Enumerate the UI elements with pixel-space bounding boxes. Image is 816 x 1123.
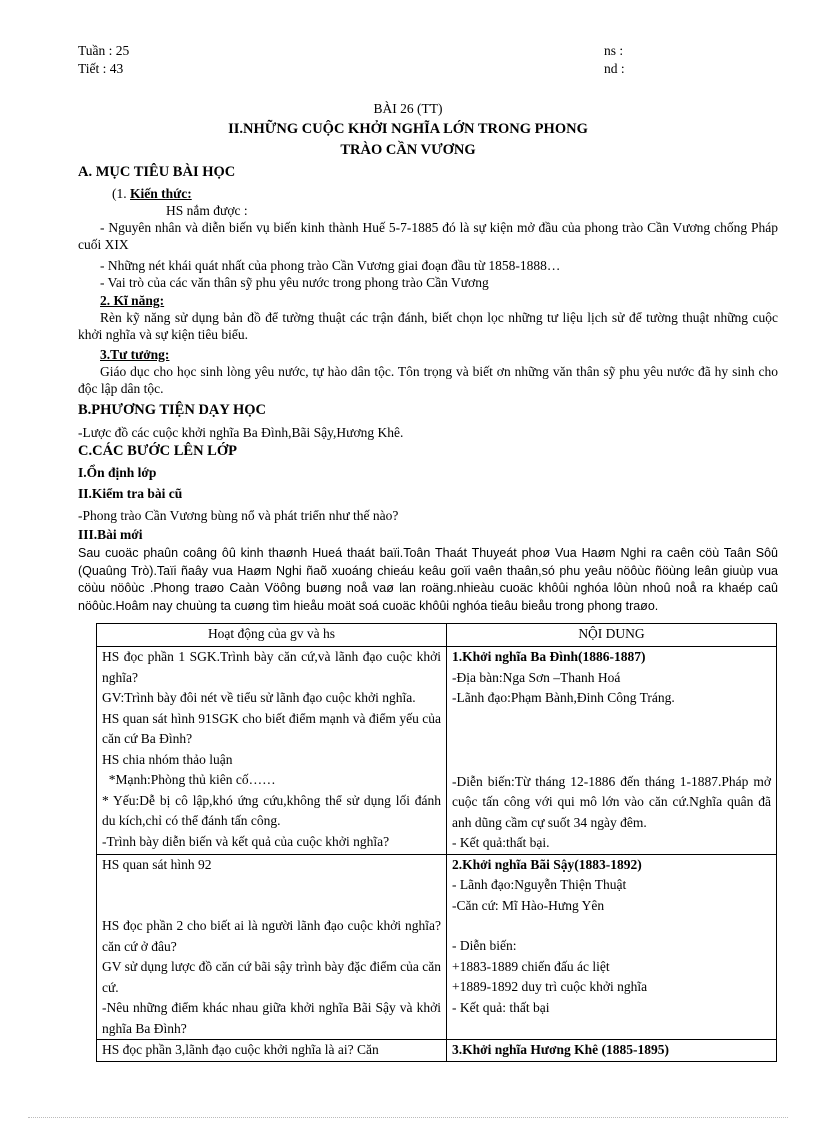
col-content-header: NỘI DUNG [447,624,777,647]
step-2: II.Kiểm tra bài cũ [78,486,183,501]
content-line: +1889-1892 duy trì cuộc khởi nghĩa [452,979,648,994]
content-line: - Lãnh đạo:Nguyễn Thiện Thuật [452,877,627,892]
activity-line: HS đọc phần 1 SGK.Trình bày căn cứ,và lãnh đạo cuộc khởi nghĩa? [102,649,441,685]
content-line: - Kết quả:thất bại. [452,835,550,850]
period-label: Tiết : 43 [78,61,124,76]
knowledge-point-3: - Vai trò của các văn thân sỹ phu yêu nước trong phong trào Cần Vương [100,275,489,290]
lesson-intro: Sau cuoäc phaûn coâng ôû kinh thaønh Hueá thaát baïi.Toân Thaát Thuyeát phoø Vua Haøm Nghi ra caên cöù Taân Sôû (Quaûng Trò).Taïi ñaây vua Haøm Nghi ñaõ xuoáng chieáu keâu goïi vaên thaân,só phu yeâu nöôùc ñöùng leân giuùp vua cöùu nöôùc .Phong traøo Caàn Vöông buøng noå vaø lan roäng.nhieàu cuoäc khôûi nghóa lôùn nhoû noå ra khaép caû nöôùc.Hoâm nay chuùng ta cuøng tìm hieåu moät soá cuoäc khôûi nghóa tieâu bieåu trong phong traøo. [78,546,778,613]
section-a-heading: A. MỤC TIÊU BÀI HỌC [78,164,236,180]
col-activity-header: Hoạt động của gv và hs [97,624,447,647]
table-row [97,1040,777,1062]
table-header-row [97,624,777,647]
activity-line: *Mạnh:Phòng thủ kiên cố…… [102,772,276,787]
knowledge-point-2: - Những nét khái quát nhất của phong trào Cần Vương giai đoạn đầu từ 1858-1888… [100,258,561,273]
skills-text: Rèn kỹ năng sử dụng bản đồ để tường thuật các trận đánh, biết chọn lọc những tư liệu lịch sử để tường thuật những cuộc khởi nghĩa và sự kiện tiêu biểu. [78,310,778,342]
lesson-title-line1: II.NHỮNG CUỘC KHỞI NGHĨA LỚN TRONG PHONG [228,121,588,137]
activity-line: HS đọc phần 2 cho biết ai là người lãnh đạo cuộc khởi nghĩa?căn cứ ở đâu? [102,918,441,954]
lesson-number: BÀI 26 (TT) [373,101,443,116]
thought-label: 3.Tư tưởng: [100,347,170,362]
nd-label: nd : [604,61,625,76]
section-b-heading: B.PHƯƠNG TIỆN DẠY HỌC [78,402,266,418]
skills-label: 2. Kĩ năng: [100,293,165,308]
step-3: III.Bài mới [78,527,143,542]
activity-line: -Nêu những điểm khác nhau giữa khởi nghĩa Bãi Sậy và khởi nghĩa Ba Đình? [102,1000,441,1036]
lesson-table [96,623,777,1062]
lesson-title-line2: TRÀO CẦN VƯƠNG [340,142,476,158]
content-cell-1 [447,647,777,855]
activity-cell-2 [97,854,447,1040]
spacer [452,709,771,772]
content-cell-3 [447,1040,777,1062]
spacer [102,875,441,916]
section-c-heading: C.CÁC BƯỚC LÊN LỚP [78,443,237,459]
knowledge-prefix: (1. [112,186,130,201]
week-label: Tuần : 25 [78,43,130,58]
knowledge-label: Kiến thức: [130,186,192,201]
content-line: - Kết quả: thất bại [452,999,550,1015]
activity-line: HS chia nhóm thảo luận [102,751,233,767]
activity-line: HS quan sát hình 92 [102,856,212,872]
activity-cell-1 [97,647,447,855]
step-1: I.Ổn định lớp [78,465,157,480]
activity-line: * Yếu:Dễ bị cô lập,khó ứng cứu,không thể sử dụng lối đánh du kích,chỉ có thể đánh tấn công. [102,792,441,828]
content-line: -Căn cứ: Mĩ Hào-Hưng Yên [452,897,605,913]
content-line: -Lãnh đạo:Phạm Bành,Đinh Công Tráng. [452,690,675,705]
content-line: - Diễn biến: [452,938,517,953]
section-b-text: -Lược đồ các cuộc khởi nghĩa Ba Đình,Bãi Sậy,Hương Khê. [78,425,404,440]
content-line: -Địa bàn:Nga Sơn –Thanh Hoá [452,669,621,685]
thought-text: Giáo dục cho học sinh lòng yêu nước, tự hào dân tộc. Tôn trọng và biết ơn những văn thân sỹ phu yêu nước đã hy sinh cho độc lập dân tộc. [78,364,778,396]
knowledge-point-1: - Nguyên nhân và diễn biến vụ biến kinh thành Huế 5-7-1885 đó là sự kiện mở đầu của phong trào Cần Vương chống Pháp cuối XIX [78,220,778,252]
hs-intro: HS nắm được : [166,203,248,218]
content-title: 1.Khởi nghĩa Ba Đình(1886-1887) [452,649,646,664]
activity-line: HS quan sát hình 91SGK cho biết điểm mạnh và điểm yếu của căn cứ Ba Đình? [102,710,441,746]
content-line: -Diễn biến:Từ tháng 12-1886 đến tháng 1-1887.Pháp mở cuộc tấn công với qui mô lớn vào căn cứ.Nghĩa quân đã anh dũng cầm cự suốt 34 ngày đêm. [452,773,771,830]
footer-divider [28,1117,788,1118]
activity-line: HS đọc phần 3,lãnh đạo cuộc khởi nghĩa là ai? Căn [102,1042,379,1057]
spacer [452,916,771,936]
content-line: +1883-1889 chiến đấu ác liệt [452,958,610,974]
ns-label: ns : [604,43,624,58]
activity-line: GV:Trình bày đôi nét về tiểu sử lãnh đạo cuộc khởi nghĩa. [102,690,416,705]
content-cell-2 [447,854,777,1040]
table-row [97,854,777,1040]
activity-line: -Trình bày diễn biến và kết quả của cuộc khởi nghĩa? [102,833,390,849]
content-title: 2.Khởi nghĩa Bãi Sậy(1883-1892) [452,856,642,872]
review-question: -Phong trào Cần Vương bùng nổ và phát triển như thế nào? [78,508,399,523]
table-row [97,647,777,855]
activity-cell-3 [97,1040,447,1062]
activity-line: GV sử dụng lược đồ căn cứ bãi sậy trình bày đặc điểm của căn cứ. [102,959,441,995]
knowledge-heading [112,185,192,202]
content-title: 3.Khởi nghĩa Hương Khê (1885-1895) [452,1042,669,1057]
